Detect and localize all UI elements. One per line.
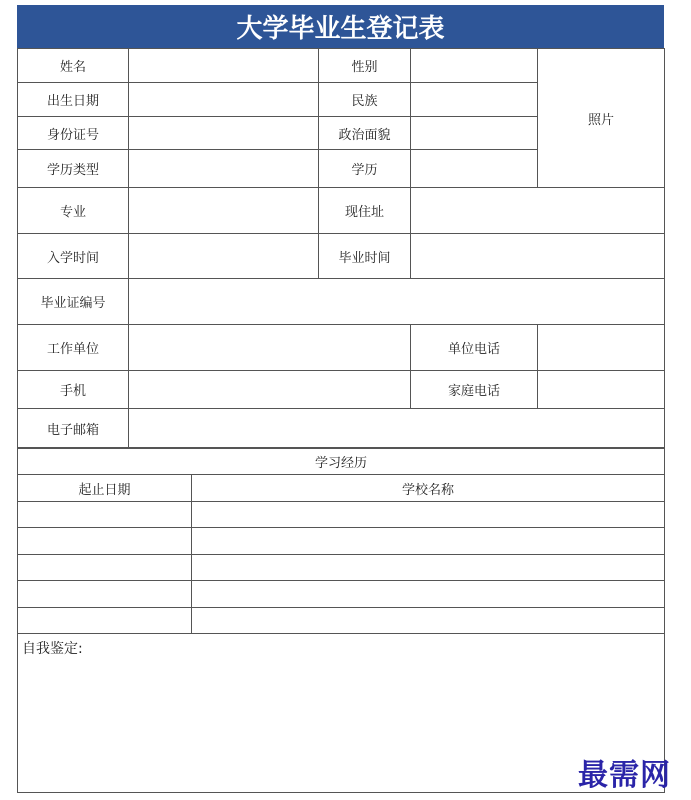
study-history-table [17,448,665,793]
table-row [18,502,665,528]
form-title: 大学毕业生登记表 [17,5,664,48]
education-value[interactable] [411,150,538,188]
graduate-time-label: 毕业时间 [319,234,411,279]
address-label: 现住址 [319,188,411,234]
study-school-cell[interactable] [192,502,665,528]
education-type-value[interactable] [129,150,319,188]
ethnicity-label: 民族 [319,83,411,117]
study-school-cell[interactable] [192,555,665,581]
education-label: 学历 [319,150,411,188]
id-number-label: 身份证号 [18,117,129,150]
study-dates-cell[interactable] [18,608,192,634]
study-dates-cell[interactable] [18,581,192,608]
mobile-label: 手机 [18,371,129,409]
ethnicity-value[interactable] [411,83,538,117]
work-unit-value[interactable] [129,325,411,371]
education-type-label: 学历类型 [18,150,129,188]
certificate-no-label: 毕业证编号 [18,279,129,325]
study-dates-cell[interactable] [18,528,192,555]
study-history-title: 学习经历 [18,449,665,475]
political-status-label: 政治面貌 [319,117,411,150]
gender-label: 性别 [319,49,411,83]
table-row [18,528,665,555]
col-header-school: 学校名称 [192,475,665,502]
certificate-no-value[interactable] [129,279,665,325]
study-school-cell[interactable] [192,581,665,608]
gender-value[interactable] [411,49,538,83]
graduate-time-value[interactable] [411,234,665,279]
birth-date-label: 出生日期 [18,83,129,117]
study-dates-cell[interactable] [18,555,192,581]
unit-phone-value[interactable] [538,325,665,371]
name-label: 姓名 [18,49,129,83]
birth-date-value[interactable] [129,83,319,117]
email-value[interactable] [129,409,665,448]
major-label: 专业 [18,188,129,234]
work-unit-label: 工作单位 [18,325,129,371]
home-phone-label: 家庭电话 [411,371,538,409]
table-row [18,608,665,634]
mobile-value[interactable] [129,371,411,409]
name-value[interactable] [129,49,319,83]
self-assessment-box[interactable] [18,634,665,793]
table-row [18,581,665,608]
photo-cell[interactable]: 照片 [538,49,665,188]
address-value[interactable] [411,188,665,234]
enroll-time-label: 入学时间 [18,234,129,279]
study-school-cell[interactable] [192,528,665,555]
home-phone-value[interactable] [538,371,665,409]
col-header-dates: 起止日期 [18,475,192,502]
watermark-logo: 最需网 [578,758,671,793]
political-status-value[interactable] [411,117,538,150]
enroll-time-value[interactable] [129,234,319,279]
email-label: 电子邮箱 [18,409,129,448]
unit-phone-label: 单位电话 [411,325,538,371]
table-row [18,555,665,581]
self-assessment-label: 自我鉴定: [22,641,83,657]
registration-form [17,5,664,793]
id-number-value[interactable] [129,117,319,150]
personal-info-table [17,48,665,448]
study-dates-cell[interactable] [18,502,192,528]
study-school-cell[interactable] [192,608,665,634]
major-value[interactable] [129,188,319,234]
